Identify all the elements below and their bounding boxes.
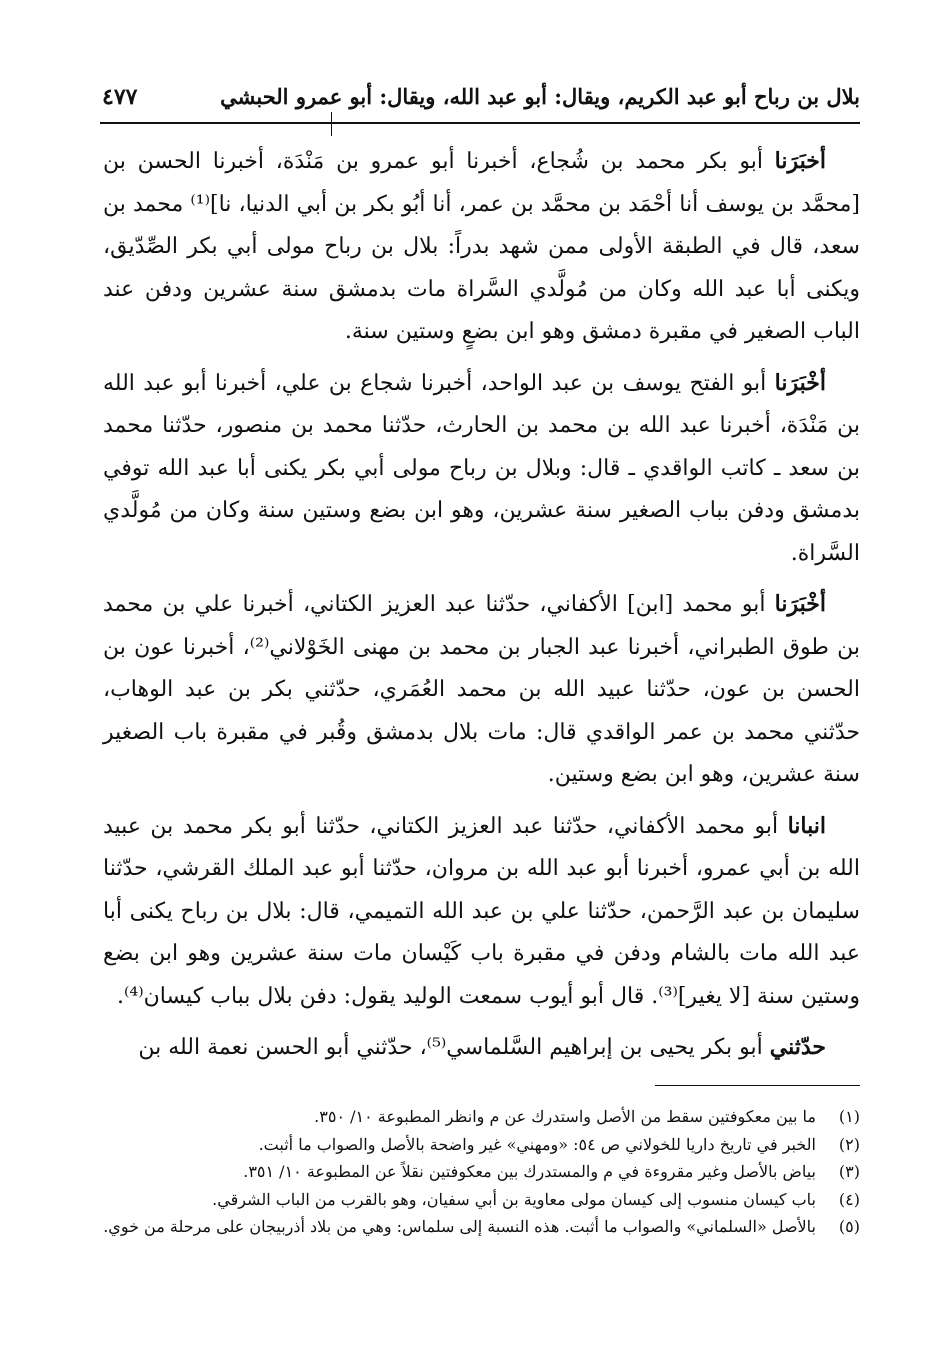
running-title: بلال بن رباح أبو عبد الكريم، ويقال: أبو عبد الله، ويقال: أبو عمرو الحبشي: [220, 84, 860, 109]
footnote-separator: [655, 1085, 860, 1086]
footnote-text: بالأصل «السلماني» والصواب ما أثبت. هذه النسبة إلى سلماس: وهي من بلاد أذربيجان على مرحلة من خوي.: [103, 1217, 816, 1236]
footnote: [103, 1103, 860, 1131]
footnote-text: الخبر في تاريخ داريا للخولاني ص ٥٤: «ومهني» غير واضحة بالأصل والصواب ما أثبت.: [258, 1134, 816, 1154]
paragraph-1: [103, 140, 860, 354]
paragraph-3: [103, 583, 860, 797]
footnote: [103, 1158, 860, 1186]
page-header: [100, 84, 860, 124]
paragraph-body: أبو محمد الأكفاني، حدّثنا عبد العزيز الكتاني، حدّثنا أبو بكر محمد بن عبيد الله بن أبي عمرو، أخبرنا أبو عبد الله بن مروان، حدّثنا أبو عبد الملك القرشي، حدّثنا سليمان بن عبد الرَّحمن، حدّثنا علي بن عبد الله التميمي، قال: بلال بن رباح يكنى أبا عبد الله مات بالشام ودفن في مقبرة باب كَيْسان مات سنة عشرين وهو ابن بضع وستين سنة [لا يغير]⁽³⁾. قال أبو أيوب سمعت الوليد يقول: دفن بلال بباب كيسان⁽⁴⁾.: [103, 813, 860, 1009]
footnotes: [103, 1103, 860, 1241]
footnote-number: (٥): [838, 1217, 860, 1236]
footnote: [103, 1131, 860, 1159]
footnote-number: (٣): [838, 1162, 860, 1181]
footnote-text: ما بين معكوفتين سقط من الأصل واستدرك عن م وانظر المطبوعة ١٠/ ٣٥٠.: [314, 1107, 816, 1126]
paragraph-2: [103, 362, 860, 576]
footnote-text: بياض بالأصل وغير مقروءة في م والمستدرك بين معكوفتين نقلاً عن المطبوعة ١٠/ ٣٥١.: [243, 1162, 816, 1181]
header-tick-mark: [331, 112, 332, 136]
paragraph-lead-word: أخْبَرَنا: [774, 369, 826, 396]
paragraph-lead-word: حدّثني: [769, 1034, 826, 1060]
paragraph-body: أبو بكر يحيى بن إبراهيم السَّلماسي⁽⁵⁾، حدّثني أبو الحسن نعمة الله بن: [138, 1035, 770, 1060]
footnote-text: باب كيسان منسوب إلى كيسان مولى معاوية بن أبي سفيان، وهو بالقرب من الباب الشرقي.: [212, 1189, 816, 1209]
footnote-number: (٤): [838, 1189, 860, 1209]
paragraph-lead-word: انبانا: [787, 812, 826, 839]
paragraph-lead-word: أخبَرَنا: [774, 148, 826, 174]
footnote: [103, 1186, 860, 1214]
page-number: ٤٧٧: [102, 84, 138, 110]
paragraph-5: [103, 1026, 860, 1070]
footnote: [103, 1213, 860, 1241]
header-rule: [100, 122, 860, 124]
paragraph-body: أبو محمد [ابن] الأكفاني، حدّثنا عبد العزيز الكتاني، أخبرنا علي بن محمد بن طوق الطبراني، أخبرنا عبد الجبار بن محمد بن مهنى الخَوْلاني⁽²⁾، أخبرنا عون بن الحسن بن عون، حدّثنا عبيد الله بن محمد العُمَري، حدّثني بكر بن عبد الوهاب، حدّثني محمد بن عمر الواقدي قال: مات بلال بدمشق وقُبر في مقبرة باب الصغير سنة عشرين، وهو ابن بضع وستين.: [103, 592, 860, 787]
footnote-number: (٢): [838, 1134, 860, 1154]
paragraph-lead-word: أخْبَرَنا: [774, 591, 826, 617]
footnote-number: (١): [838, 1107, 860, 1126]
paragraph-4: [103, 805, 860, 1019]
main-text: [103, 140, 860, 1078]
paragraph-body: أبو الفتح يوسف بن عبد الواحد، أخبرنا شجاع بن علي، أخبرنا أبو عبد الله بن مَنْدَة، أخبرنا عبد الله بن محمد بن الحارث، حدّثنا محمد بن منصور، حدّثنا محمد بن سعد ـ كاتب الواقدي ـ قال: وبلال بن رباح مولى أبي بكر يكنى أبا عبد الله توفي بدمشق ودفن بباب الصغير سنة عشرين، وهو ابن بضع وستين سنة وكان من مُولَّدي السَّراة.: [103, 370, 860, 566]
paragraph-body: أبو بكر محمد بن شُجاع، أخبرنا أبو عمرو بن مَنْدَة، أخبرنا الحسن بن [محمَّد بن يوسف أنا أحْمَد بن محمَّد بن عمر، أنا أبُو بكر بن أبي الدنيا، نا]⁽¹⁾ محمد بن سعد، قال في الطبقة الأولى ممن شهد بدراً: بلال بن رباح مولى أبي بكر الصِّدّيق، ويكنى أبا عبد الله وكان من مُولَّدي السَّراة مات بدمشق سنة عشرين ودفن عند الباب الصغير في مقبرة دمشق وهو ابن بضعٍ وستين سنة.: [103, 149, 860, 344]
